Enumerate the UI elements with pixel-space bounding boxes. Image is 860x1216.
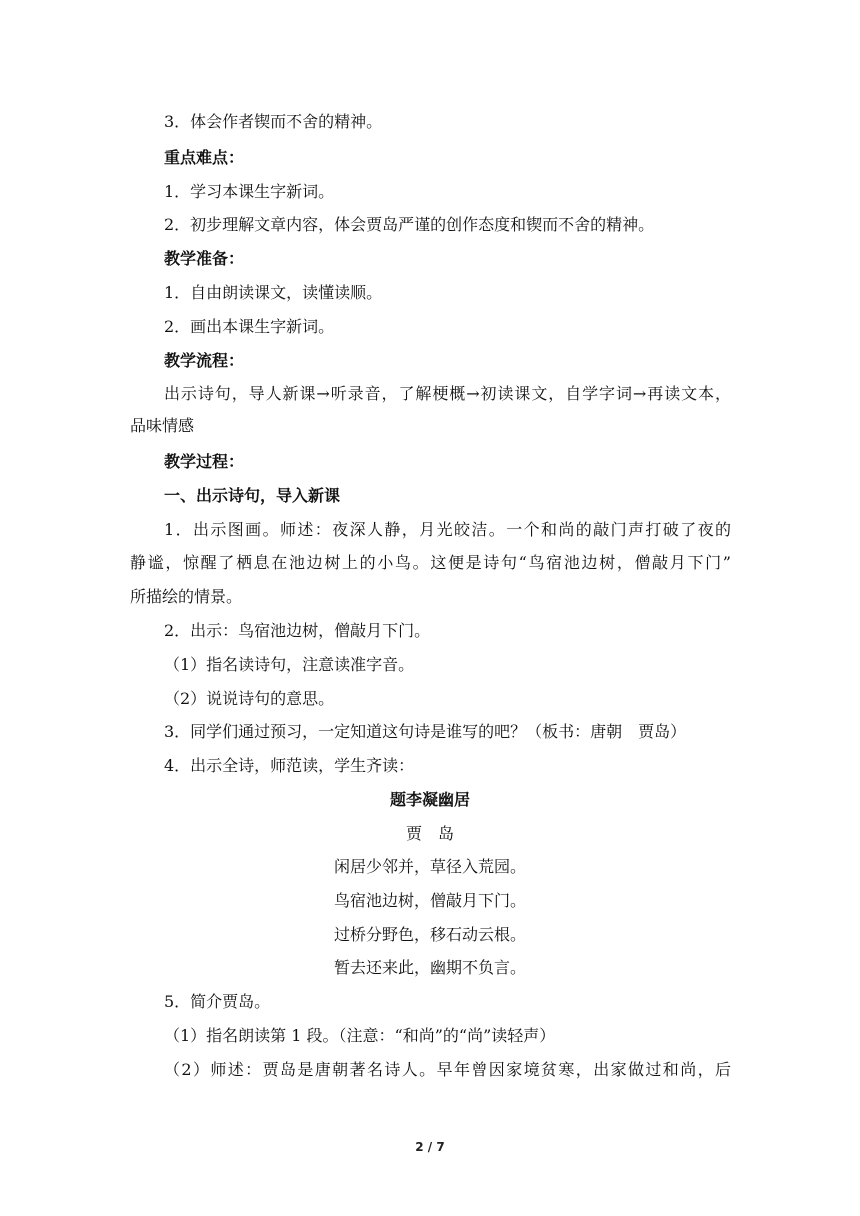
step-2-sub-1: （1）指名读诗句，注意读准字音。 <box>164 655 415 674</box>
poem-verse-2: 鸟宿池边树，僧敲月下门。 <box>333 891 526 910</box>
step-1-line-3: 所描绘的情景。 <box>130 587 243 606</box>
step-3: 3．同学们通过预习，一定知道这句诗是谁写的吧？（板书：唐朝 贾岛） <box>164 722 687 741</box>
step-4: 4．出示全诗，师范读，学生齐读： <box>164 756 415 775</box>
preparation-1: 1．自由朗读课文，读懂读顺。 <box>164 283 383 302</box>
poem-verse-1: 闲居少邻并，草径入荒园。 <box>333 857 526 876</box>
step-1-line-2: 静谧，惊醒了栖息在池边树上的小鸟。这便是诗句“鸟宿池边树，僧敲月下门” <box>130 553 731 572</box>
step-5-sub-2: （2）师述：贾岛是唐朝著名诗人。早年曾因家境贫寒，出家做过和尚，后 <box>164 1060 731 1079</box>
preparation-2: 2．画出本课生字新词。 <box>164 317 335 336</box>
step-5: 5．简介贾岛。 <box>164 992 271 1011</box>
poem-author: 贾 岛 <box>405 824 454 843</box>
page-number: 2 / 7 <box>415 1140 445 1154</box>
flow-text-line-1: 出示诗句，导人新课→听录音，了解梗概→初读课文，自学字词→再读文本， <box>164 384 731 403</box>
poem-title: 题李凝幽居 <box>389 790 470 809</box>
heading-key-points: 重点难点： <box>164 148 245 167</box>
heading-flow: 教学流程： <box>164 351 245 370</box>
poem-verse-3: 过桥分野色，移石动云根。 <box>333 925 526 944</box>
heading-process: 教学过程： <box>164 452 245 471</box>
key-point-1: 1．学习本课生字新词。 <box>164 182 335 201</box>
step-5-sub-1: （1）指名朗读第 1 段。（注意：“和尚”的“尚”读轻声） <box>164 1026 556 1045</box>
step-2-sub-2: （2）说说诗句的意思。 <box>164 689 335 708</box>
objective-3: 3．体会作者锲而不舍的精神。 <box>164 112 383 131</box>
section-heading-1: 一、出示诗句，导入新课 <box>164 486 341 505</box>
flow-text-line-2: 品味情感 <box>130 416 195 435</box>
key-point-2: 2．初步理解文章内容，体会贾岛严谨的创作态度和锲而不舍的精神。 <box>164 215 655 234</box>
step-2: 2．出示：鸟宿池边树，僧敲月下门。 <box>164 621 431 640</box>
poem-verse-4: 暂去还来此，幽期不负言。 <box>333 958 526 977</box>
step-1-line-1: 1．出示图画。师述：夜深人静，月光皎洁。一个和尚的敲门声打破了夜的 <box>164 520 731 539</box>
heading-preparation: 教学准备： <box>164 249 245 268</box>
